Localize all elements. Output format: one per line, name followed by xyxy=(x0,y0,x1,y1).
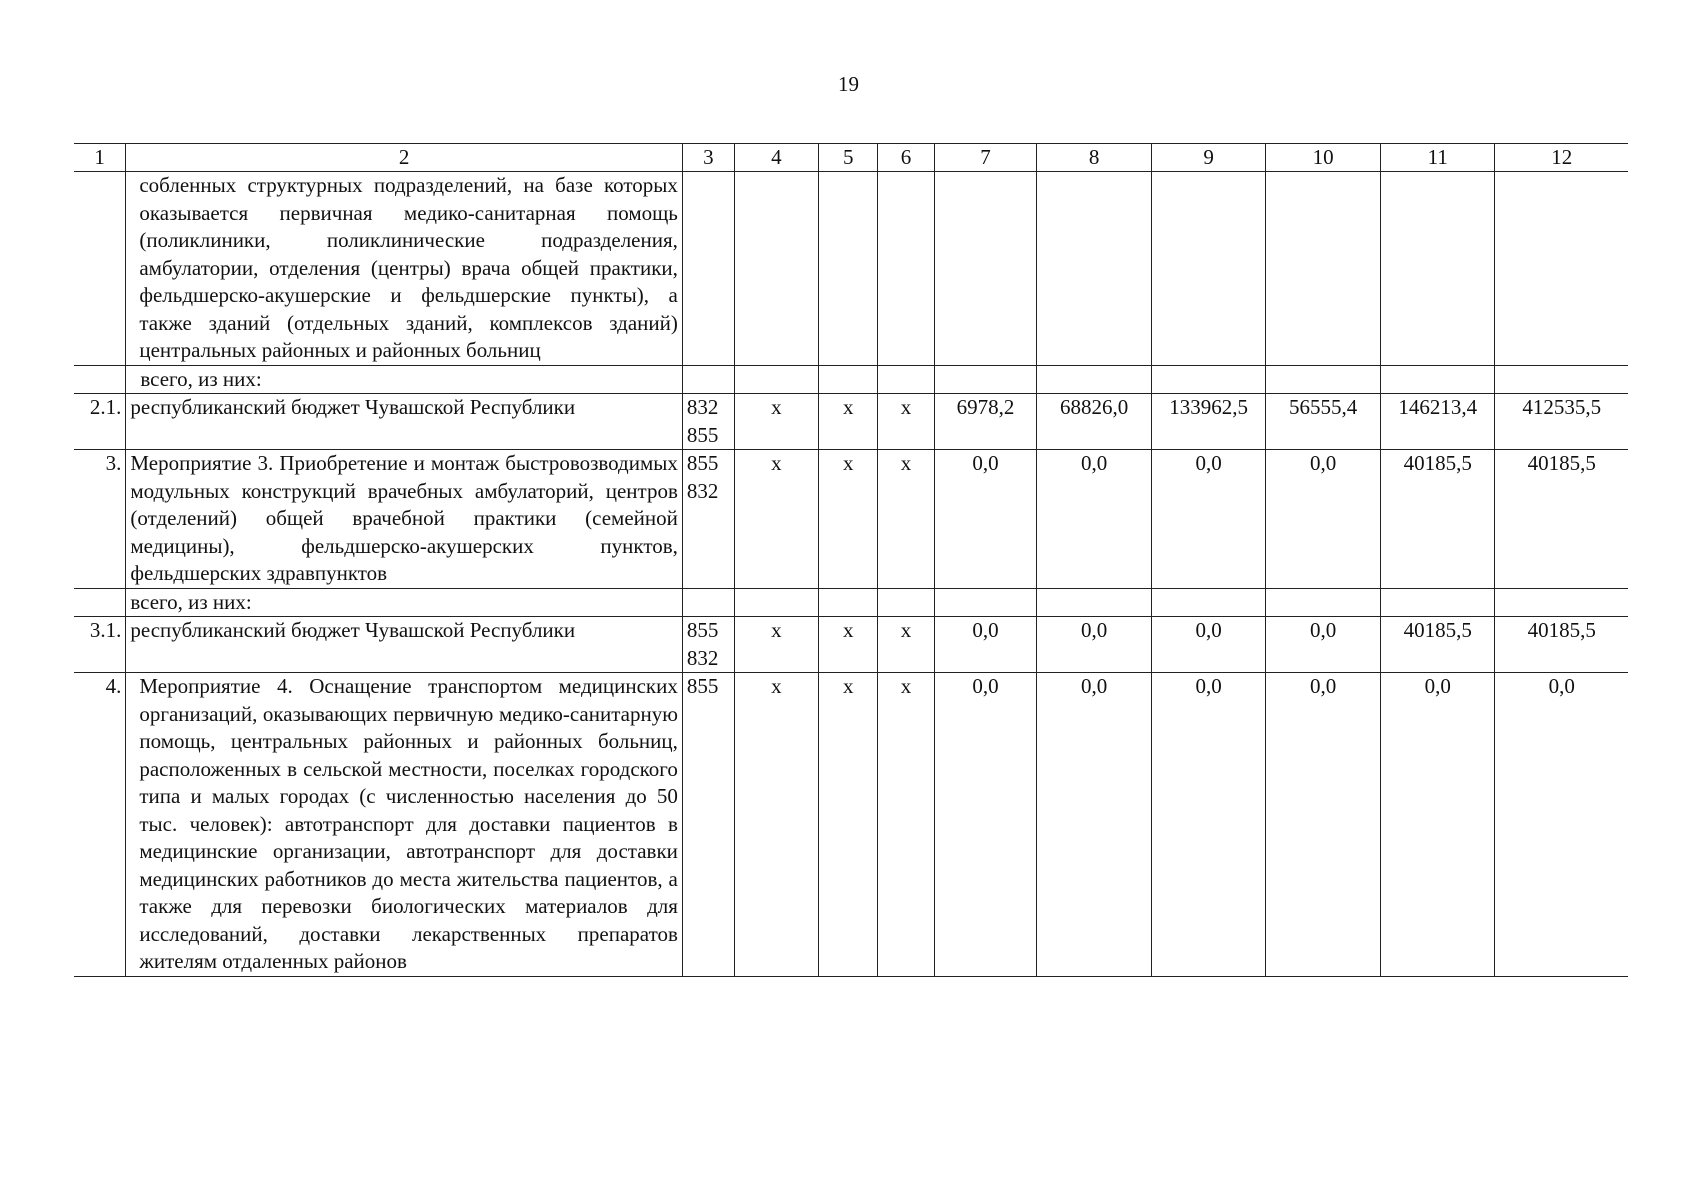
row-description: республиканский бюджет Чувашской Республики xyxy=(126,394,683,450)
header-cell: 5 xyxy=(819,144,878,172)
row-description: всего, из них: xyxy=(126,588,683,617)
header-cell: 12 xyxy=(1495,144,1628,172)
cell-col4: x xyxy=(734,394,818,450)
cell-col8: 0,0 xyxy=(1037,450,1152,589)
table-row xyxy=(74,365,1628,394)
row-number: 4. xyxy=(74,673,126,977)
header-cell: 6 xyxy=(878,144,934,172)
row-codes: 855 832 xyxy=(682,617,734,673)
cell-col4: x xyxy=(734,617,818,673)
cell-col11 xyxy=(1380,365,1495,394)
header-cell: 9 xyxy=(1151,144,1266,172)
cell-col8: 68826,0 xyxy=(1037,394,1152,450)
cell-col7 xyxy=(934,365,1037,394)
cell-col6: x xyxy=(878,394,934,450)
header-cell: 8 xyxy=(1037,144,1152,172)
cell-col10: 0,0 xyxy=(1266,673,1381,977)
cell-col9 xyxy=(1151,588,1266,617)
cell-col9: 0,0 xyxy=(1151,450,1266,589)
cell-col9: 133962,5 xyxy=(1151,394,1266,450)
cell-col7: 6978,2 xyxy=(934,394,1037,450)
cell-col12 xyxy=(1495,365,1628,394)
cell-col9 xyxy=(1151,172,1266,366)
row-number: 3.1. xyxy=(74,617,126,673)
header-cell: 10 xyxy=(1266,144,1381,172)
cell-col8 xyxy=(1037,588,1152,617)
row-number: 3. xyxy=(74,450,126,589)
table-row xyxy=(74,394,1628,450)
row-description: Мероприятие 4. Оснащение транспортом медицинских организаций, оказывающих первичную медико-санитарную помощь, центральных районных и районных больниц, расположенных в сельской местности, поселках городского типа и малых городах (с численностью населения до 50 тыс. человек): автотранспорт для доставки пациентов в медицинские организации, автотранспорт для доставки медицинских работников до места жительства пациентов, а также для перевозки биологических материалов для исследований, доставки лекарственных препаратов жителям отдаленных районов xyxy=(126,673,683,977)
cell-col8 xyxy=(1037,365,1152,394)
cell-col12: 40185,5 xyxy=(1495,450,1628,589)
header-cell: 4 xyxy=(734,144,818,172)
cell-col7 xyxy=(934,588,1037,617)
cell-col12 xyxy=(1495,588,1628,617)
table-header-row xyxy=(74,144,1628,172)
cell-col11 xyxy=(1380,588,1495,617)
row-number xyxy=(74,172,126,366)
header-cell: 7 xyxy=(934,144,1037,172)
row-number: 2.1. xyxy=(74,394,126,450)
table-row xyxy=(74,172,1628,366)
header-cell: 3 xyxy=(682,144,734,172)
cell-col8: 0,0 xyxy=(1037,673,1152,977)
cell-col7: 0,0 xyxy=(934,450,1037,589)
table-row xyxy=(74,450,1628,589)
cell-col9: 0,0 xyxy=(1151,617,1266,673)
cell-col6: x xyxy=(878,673,934,977)
row-codes xyxy=(682,588,734,617)
cell-col8 xyxy=(1037,172,1152,366)
cell-col5: x xyxy=(819,450,878,589)
table-row xyxy=(74,617,1628,673)
row-codes: 832 855 xyxy=(682,394,734,450)
cell-col4 xyxy=(734,172,818,366)
cell-col5: x xyxy=(819,673,878,977)
header-cell: 11 xyxy=(1380,144,1495,172)
cell-col9: 0,0 xyxy=(1151,673,1266,977)
cell-col10: 56555,4 xyxy=(1266,394,1381,450)
cell-col10 xyxy=(1266,588,1381,617)
table-row xyxy=(74,588,1628,617)
cell-col4: x xyxy=(734,673,818,977)
cell-col10: 0,0 xyxy=(1266,450,1381,589)
row-codes: 855 xyxy=(682,673,734,977)
cell-col10 xyxy=(1266,172,1381,366)
cell-col10: 0,0 xyxy=(1266,617,1381,673)
cell-col4 xyxy=(734,365,818,394)
cell-col4 xyxy=(734,588,818,617)
row-codes xyxy=(682,172,734,366)
cell-col7 xyxy=(934,172,1037,366)
cell-col12 xyxy=(1495,172,1628,366)
row-codes: 855 832 xyxy=(682,450,734,589)
cell-col6: x xyxy=(878,450,934,589)
cell-col12: 40185,5 xyxy=(1495,617,1628,673)
cell-col5: x xyxy=(819,617,878,673)
cell-col12: 412535,5 xyxy=(1495,394,1628,450)
cell-col8: 0,0 xyxy=(1037,617,1152,673)
header-cell: 1 xyxy=(74,144,126,172)
cell-col10 xyxy=(1266,365,1381,394)
row-description: собленных структурных подразделений, на базе которых оказывается первичная медико-санитарная помощь (поликлиники, поликлинические подразделения, амбулатории, отделения (центры) врача общей практики, фельдшерско-акушерские и фельдшерские пункты), а также зданий (отдельных зданий, комплексов зданий) центральных районных и районных больниц xyxy=(126,172,683,366)
cell-col5 xyxy=(819,588,878,617)
row-description: республиканский бюджет Чувашской Республики xyxy=(126,617,683,673)
cell-col5: x xyxy=(819,394,878,450)
cell-col6 xyxy=(878,172,934,366)
cell-col11 xyxy=(1380,172,1495,366)
cell-col11: 40185,5 xyxy=(1380,450,1495,589)
cell-col11: 146213,4 xyxy=(1380,394,1495,450)
header-cell: 2 xyxy=(126,144,683,172)
cell-col7: 0,0 xyxy=(934,617,1037,673)
row-codes xyxy=(682,365,734,394)
row-number xyxy=(74,588,126,617)
cell-col11: 40185,5 xyxy=(1380,617,1495,673)
table-row xyxy=(74,673,1628,977)
row-description: всего, из них: xyxy=(126,365,683,394)
cell-col9 xyxy=(1151,365,1266,394)
cell-col7: 0,0 xyxy=(934,673,1037,977)
row-number xyxy=(74,365,126,394)
cell-col6: x xyxy=(878,617,934,673)
cell-col6 xyxy=(878,365,934,394)
row-description: Мероприятие 3. Приобретение и монтаж быстровозводимых модульных конструкций врачебных амбулаторий, центров (отделений) общей врачебной практики (семейной медицины), фельдшерско-акушерских пунктов, фельдшерских здравпунктов xyxy=(126,450,683,589)
cell-col5 xyxy=(819,172,878,366)
cell-col11: 0,0 xyxy=(1380,673,1495,977)
cell-col5 xyxy=(819,365,878,394)
page-number: 19 xyxy=(838,72,859,96)
budget-table xyxy=(74,143,1628,977)
cell-col6 xyxy=(878,588,934,617)
cell-col12: 0,0 xyxy=(1495,673,1628,977)
cell-col4: x xyxy=(734,450,818,589)
